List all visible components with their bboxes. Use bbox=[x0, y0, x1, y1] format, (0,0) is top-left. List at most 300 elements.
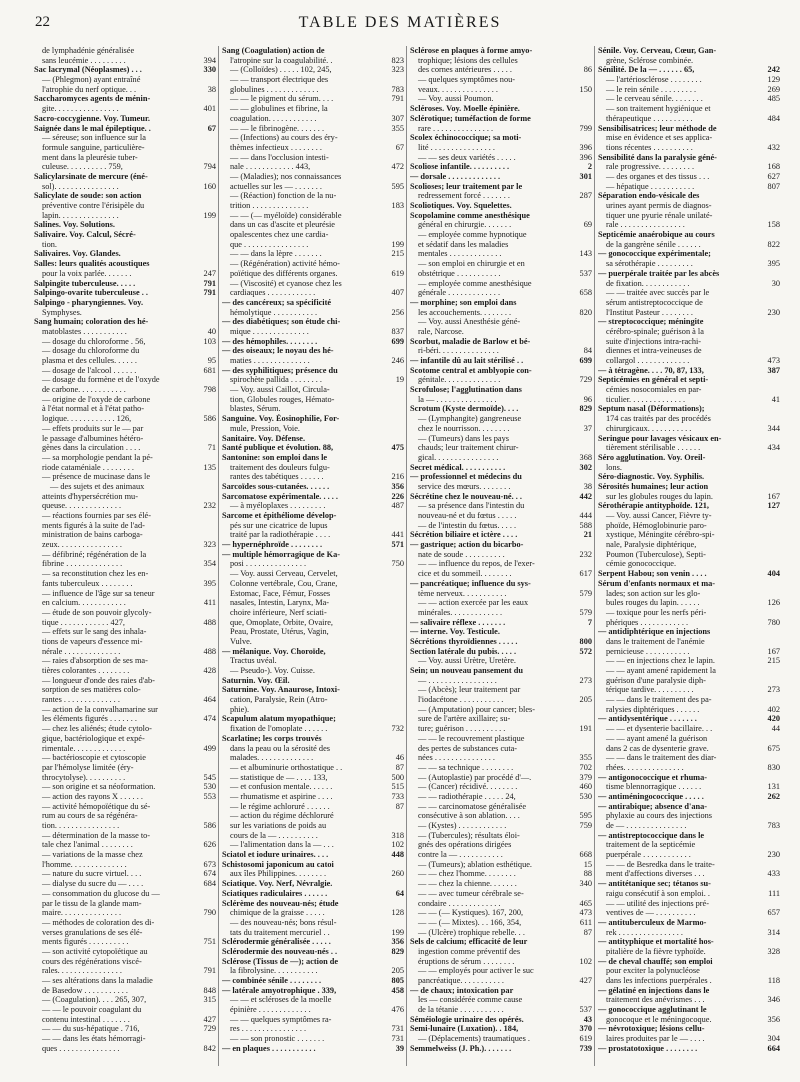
entry-text: — — ayant amené rapidement la bbox=[606, 666, 716, 675]
index-entry bbox=[598, 792, 780, 802]
entry-page-ref: 444 bbox=[579, 511, 592, 520]
entry-text: — raies d'absorption de ses ma- bbox=[42, 656, 148, 666]
entry-text: Sciatiques radiculaires . . . . . . bbox=[222, 888, 328, 898]
page-title: TABLE DES MATIÈRES bbox=[298, 14, 502, 31]
index-entry bbox=[410, 637, 592, 647]
entry-page-ref: 800 bbox=[579, 636, 592, 646]
entry-text: Semi-lunaire (Luxation). . 184, bbox=[410, 1024, 519, 1034]
entry-page-ref: 780 bbox=[767, 617, 780, 627]
entry-text: — des nouveau-nés; bons résul- bbox=[230, 917, 337, 927]
index-entry bbox=[598, 947, 780, 957]
entry-text: Schistosomi japonicum au catoi bbox=[222, 859, 334, 869]
entry-text: sur les globules rouges du lapin. bbox=[606, 491, 713, 501]
entry-page-ref: 129 bbox=[767, 75, 780, 85]
index-entry bbox=[222, 947, 404, 957]
entry-text: — son emploi en chirurgie et en bbox=[418, 259, 525, 269]
entry-text: trophique; lésions des cellules bbox=[418, 55, 518, 65]
entry-text: sure de l'artère axillaire; su- bbox=[418, 714, 511, 724]
entry-text: redressement forcé . . . . . . . bbox=[418, 191, 510, 201]
entry-text: Scrotum (Kyste dermoïde). . . . bbox=[410, 404, 519, 414]
index-entry bbox=[222, 434, 404, 444]
entry-page-ref: 215 bbox=[767, 656, 780, 666]
index-entry bbox=[222, 724, 404, 734]
entry-text: culeuse. . . . . . . . . . 759, bbox=[42, 162, 123, 172]
index-entry bbox=[410, 521, 592, 531]
entry-text: — des cancéreux; sa spécificité bbox=[222, 297, 332, 307]
index-entry bbox=[598, 1044, 780, 1054]
index-entry bbox=[410, 753, 592, 763]
index-entry bbox=[410, 143, 592, 153]
index-entry bbox=[598, 773, 780, 783]
index-entry bbox=[410, 714, 592, 724]
entry-text: Scorbut, maladie de Barlow et bé- bbox=[410, 336, 531, 346]
entry-text: — — radiothérapie . . . . . 24, bbox=[418, 791, 516, 801]
index-entry bbox=[222, 608, 404, 618]
entry-page-ref: 301 bbox=[579, 171, 592, 181]
entry-page-ref: 731 bbox=[391, 1034, 404, 1044]
index-entry bbox=[222, 618, 404, 628]
entry-text: — — ses deux variétés . . . . . bbox=[418, 152, 516, 162]
index-entry bbox=[34, 569, 216, 579]
entry-text: — à myéloplaxes . . . . . . . . . bbox=[230, 501, 326, 511]
entry-text: Sensibilisatrices; leur méthode de bbox=[598, 123, 717, 133]
entry-text: rale, Narcose. bbox=[418, 326, 464, 336]
entry-page-ref: 487 bbox=[391, 501, 404, 511]
index-entry bbox=[410, 337, 592, 347]
index-entry bbox=[598, 453, 780, 463]
entry-text: Sarcoïdes sous-cutanées. . . . . . bbox=[222, 481, 330, 491]
entry-page-ref: 699 bbox=[579, 356, 592, 365]
index-entry bbox=[410, 249, 592, 259]
entry-text: éruptions de sérum . . . . . . . . bbox=[418, 956, 515, 966]
entry-text: — antituberculeux de Marmo- bbox=[598, 917, 707, 927]
entry-text: Séro-diagnostic. Voy. Syphilis. bbox=[598, 472, 705, 482]
index-entry bbox=[410, 1024, 592, 1034]
index-entry bbox=[410, 705, 592, 715]
entry-page-ref: 668 bbox=[579, 850, 592, 860]
index-entry bbox=[598, 734, 780, 744]
entry-page-ref: 798 bbox=[203, 385, 216, 395]
index-entry bbox=[222, 463, 404, 473]
index-entry bbox=[34, 317, 216, 327]
entry-page-ref: 729 bbox=[579, 375, 592, 385]
entry-text: — sa morphologie pendant la pé- bbox=[42, 452, 153, 462]
entry-page-ref: 807 bbox=[767, 181, 780, 191]
entry-text: — pancréatique; influence du sys- bbox=[410, 578, 531, 588]
entry-page-ref: 791 bbox=[203, 966, 216, 976]
index-entry bbox=[410, 550, 592, 560]
entry-text: nate de soude . . . . . . . . . . bbox=[418, 549, 505, 559]
index-entry bbox=[222, 986, 404, 996]
column-divider bbox=[406, 46, 407, 1066]
entry-page-ref: 588 bbox=[579, 520, 592, 530]
index-entry bbox=[410, 685, 592, 695]
entry-text: tion. . . . . . . . . . . . . . . . bbox=[42, 821, 120, 830]
entry-text: — antitétanique sec; tétanos su- bbox=[598, 879, 711, 889]
entry-page-ref: 473 bbox=[579, 908, 592, 918]
entry-text: l'atrophie du nerf optique. . . bbox=[42, 84, 137, 94]
entry-page-ref: 346 bbox=[767, 995, 780, 1005]
entry-text: ticulier. . . . . . . . . . . . . . bbox=[606, 394, 686, 404]
entry-text: Sensibilité dans la paralysie géné- bbox=[598, 152, 717, 162]
index-entry bbox=[410, 240, 592, 250]
entry-text: lades; son action sur les glo- bbox=[606, 588, 701, 598]
entry-text: — son traitement hygiénique et bbox=[606, 104, 711, 114]
entry-text: pés sur une cicatrice de lupus bbox=[230, 520, 328, 530]
entry-text: — — employés pour activer le suc bbox=[418, 966, 534, 976]
entry-text: — — (— Mixtes). . . 166, 354, bbox=[418, 917, 522, 927]
entry-page-ref: 395 bbox=[203, 578, 216, 588]
entry-text: Saturnin. Voy. Œil. bbox=[222, 675, 290, 685]
entry-page-ref: 111 bbox=[768, 888, 780, 898]
entry-text: sur les variations de poids au bbox=[230, 821, 327, 830]
entry-text: — — dans les états hémorragi- bbox=[42, 1034, 146, 1044]
index-entry bbox=[598, 230, 780, 240]
index-entry bbox=[598, 918, 780, 928]
entry-text: — — ayant amené la guérison bbox=[606, 733, 708, 743]
entry-page-ref: 475 bbox=[391, 443, 404, 453]
index-entry bbox=[410, 395, 592, 405]
index-entry bbox=[410, 966, 592, 976]
entry-text: — effets sur le sang des inhala- bbox=[42, 627, 147, 637]
index-entry bbox=[598, 753, 780, 763]
entry-text: phoïde, Hémoglobinurie paro- bbox=[606, 520, 707, 530]
entry-text: maties . . . . . . . . . . . . . . bbox=[230, 356, 310, 365]
entry-text: lité . . . . . . . . . . . . . . . . bbox=[418, 142, 495, 152]
entry-text: Salicylarsinate de mercure (éné- bbox=[34, 171, 148, 181]
entry-text: — sa présence dans l'intestin du bbox=[418, 501, 525, 511]
index-entry bbox=[34, 85, 216, 95]
index-entry bbox=[410, 56, 592, 66]
entry-page-ref: 586 bbox=[203, 821, 216, 830]
index-entry bbox=[598, 501, 780, 511]
entry-page-ref: 829 bbox=[579, 404, 592, 414]
entry-page-ref: 287 bbox=[579, 191, 592, 201]
entry-page-ref: 43 bbox=[583, 1014, 592, 1024]
entry-text: Colonne vertébrale, Cou, Crane, bbox=[230, 578, 338, 588]
index-entry bbox=[34, 172, 216, 182]
index-entry bbox=[598, 46, 780, 56]
entry-text: et sédatif dans les maladies bbox=[418, 239, 509, 249]
index-entry bbox=[34, 928, 216, 938]
entry-text: — — action exercée par les eaux bbox=[418, 598, 529, 608]
index-entry bbox=[34, 773, 216, 783]
entry-text: mique . . . . . . . . . . . . . . bbox=[230, 326, 309, 336]
entry-page-ref: 318 bbox=[391, 830, 404, 840]
index-entry bbox=[598, 94, 780, 104]
entry-page-ref: 370 bbox=[579, 1024, 592, 1034]
entry-page-ref: 39 bbox=[395, 1043, 404, 1053]
index-entry bbox=[410, 414, 592, 424]
index-entry bbox=[222, 928, 404, 938]
index-entry bbox=[222, 249, 404, 259]
index-entry bbox=[598, 1034, 780, 1044]
entry-text: choire inférieure, Nerf sciati- bbox=[230, 607, 327, 617]
entry-page-ref: 476 bbox=[391, 1005, 404, 1015]
entry-page-ref: 829 bbox=[391, 946, 404, 956]
entry-page-ref: 823 bbox=[391, 55, 404, 65]
entry-text: de lymphadénie généralisée bbox=[42, 46, 135, 55]
entry-text: traitement des anévrismes . . . bbox=[606, 995, 705, 1005]
entry-text: — dorsale . . . . . . . . . . . . . bbox=[410, 171, 501, 181]
entry-page-ref: 273 bbox=[767, 685, 780, 695]
index-entry bbox=[222, 559, 404, 569]
entry-text: tions récentes . . . . . . . . . . bbox=[606, 142, 693, 152]
index-entry bbox=[34, 133, 216, 143]
index-entry bbox=[410, 65, 592, 75]
entry-text: cérébro-spinale; guérison à la bbox=[606, 326, 704, 336]
index-entry bbox=[222, 937, 404, 947]
index-entry bbox=[410, 434, 592, 444]
entry-page-ref: 530 bbox=[203, 782, 216, 792]
entry-text: par le tissu de la glande mam- bbox=[42, 898, 142, 908]
entry-text: — de chaux; intoxication par bbox=[410, 985, 514, 995]
entry-page-ref: 401 bbox=[203, 104, 216, 114]
index-entry bbox=[34, 279, 216, 289]
index-entry bbox=[34, 414, 216, 424]
entry-page-ref: 131 bbox=[767, 782, 780, 792]
entry-text: ture; guérison . . . . . . . . . . bbox=[418, 724, 506, 734]
index-entry bbox=[34, 375, 216, 385]
entry-text: atteints d'hypersécrétion mu- bbox=[42, 491, 138, 501]
entry-text: sorption de ses matières colo- bbox=[42, 685, 141, 695]
index-entry bbox=[598, 928, 780, 938]
entry-page-ref: 158 bbox=[767, 220, 780, 230]
entry-text: chimique de la graisse . . . . . bbox=[230, 908, 325, 918]
entry-text: — effets produits sur le — par bbox=[42, 423, 144, 433]
entry-page-ref: 848 bbox=[203, 985, 216, 995]
entry-text: service des mœurs. . . . . . . . bbox=[418, 481, 511, 491]
index-entry bbox=[222, 395, 404, 405]
entry-text: — (Coagulation). . . . 265, 307, bbox=[42, 995, 147, 1005]
entry-text: — séreuse; son influence sur la bbox=[42, 133, 146, 143]
entry-text: obstétrique . . . . . . . . . . . bbox=[418, 268, 501, 278]
entry-page-ref: 330 bbox=[203, 65, 216, 75]
entry-text: ment d'affections diverses . . . bbox=[606, 869, 705, 879]
index-entry bbox=[222, 976, 404, 986]
index-entry bbox=[598, 618, 780, 628]
index-entry bbox=[410, 937, 592, 947]
index-entry bbox=[598, 1024, 780, 1034]
index-entry bbox=[34, 647, 216, 657]
index-entry bbox=[410, 831, 592, 841]
index-entry bbox=[598, 182, 780, 192]
index-entry bbox=[34, 879, 216, 889]
entry-text: raigu consécutif à son emploi. . bbox=[606, 888, 710, 898]
index-entry bbox=[222, 501, 404, 511]
index-entry bbox=[598, 317, 780, 327]
index-entry bbox=[222, 821, 404, 831]
entry-text: — le rein sénile . . . . . . . . . bbox=[606, 84, 697, 94]
entry-page-ref: 619 bbox=[579, 1034, 592, 1044]
index-entry bbox=[222, 85, 404, 95]
index-entry bbox=[34, 811, 216, 821]
index-entry bbox=[34, 308, 216, 318]
entry-page-ref: 135 bbox=[203, 462, 216, 472]
entry-text: — (Tumeurs); ablation esthétique. bbox=[418, 859, 532, 869]
entry-page-ref: 515 bbox=[391, 782, 404, 792]
entry-text: sa sérothérapie . . . . . . . . . bbox=[606, 259, 693, 269]
index-entry bbox=[410, 656, 592, 666]
entry-page-ref: 128 bbox=[391, 908, 404, 918]
index-entry bbox=[410, 153, 592, 163]
entry-page-ref: 19 bbox=[395, 375, 404, 385]
entry-text: Sécrétine chez le nouveau-né. . . bbox=[410, 491, 522, 501]
index-entry bbox=[222, 404, 404, 414]
entry-text: — des oiseaux; le noyau des hé- bbox=[222, 346, 334, 356]
index-entry bbox=[598, 375, 780, 385]
entry-text: Salpingite tuberculeuse. . . . . bbox=[34, 278, 136, 288]
index-entry bbox=[410, 482, 592, 492]
index-entry bbox=[34, 685, 216, 695]
entry-text: — (Amputation) pour cancer; bles- bbox=[418, 704, 536, 714]
entry-page-ref: 759 bbox=[579, 821, 592, 830]
entry-page-ref: 328 bbox=[767, 946, 780, 956]
entry-text: — employée comme anesthésique bbox=[418, 278, 532, 288]
entry-text: fants tuberculeux . . . . . . . . bbox=[42, 578, 133, 588]
index-entry bbox=[222, 230, 404, 240]
index-entry bbox=[598, 240, 780, 250]
index-entry bbox=[410, 162, 592, 172]
entry-text: — employée comme hypnotique bbox=[418, 230, 527, 240]
entry-text: rare . . . . . . . . . . . . . . . bbox=[418, 123, 494, 133]
entry-page-ref: 150 bbox=[579, 84, 592, 94]
index-entry bbox=[222, 869, 404, 879]
entry-page-ref: 102 bbox=[579, 956, 592, 966]
entry-text: — névrotoxique; lésions cellu- bbox=[598, 1024, 705, 1034]
index-entry bbox=[410, 792, 592, 802]
entry-text: trition . . . . . . . . . . . . . . bbox=[230, 201, 309, 210]
index-entry bbox=[222, 889, 404, 899]
index-entry bbox=[410, 598, 592, 608]
index-entry bbox=[34, 579, 216, 589]
entry-page-ref: 302 bbox=[579, 462, 592, 472]
entry-text: Vulve. bbox=[230, 636, 252, 646]
index-entry bbox=[34, 94, 216, 104]
index-entry bbox=[222, 162, 404, 172]
index-entry bbox=[598, 559, 780, 569]
index-entry bbox=[222, 1024, 404, 1034]
entry-text: tion. bbox=[42, 239, 57, 249]
index-entry bbox=[410, 124, 592, 134]
entry-page-ref: 837 bbox=[391, 326, 404, 336]
entry-page-ref: 215 bbox=[391, 249, 404, 259]
index-entry bbox=[222, 259, 404, 269]
index-entry bbox=[410, 114, 592, 124]
index-entry bbox=[222, 172, 404, 182]
entry-text: — bactérioscopie et cytoscopie bbox=[42, 753, 146, 763]
entry-page-ref: 572 bbox=[579, 646, 592, 656]
entry-text: — latérale amyotrophique . 339, bbox=[222, 985, 337, 995]
index-entry bbox=[598, 589, 780, 599]
entry-text: cours des régénérations viscé- bbox=[42, 956, 142, 966]
entry-page-ref: 579 bbox=[579, 607, 592, 617]
entry-page-ref: 88 bbox=[583, 869, 592, 879]
entry-text: — (Phlegmon) ayant entraîné bbox=[42, 75, 141, 85]
entry-text: Salpingo-ovarite tuberculeuse . . bbox=[34, 288, 148, 298]
index-entry bbox=[410, 492, 592, 502]
entry-page-ref: 67 bbox=[207, 123, 216, 133]
entry-text: malades. . . . . . . . . . . . . . bbox=[230, 753, 314, 763]
entry-page-ref: 314 bbox=[767, 927, 780, 937]
entry-page-ref: 702 bbox=[579, 762, 592, 772]
entry-text: — antidiphtérique en injections bbox=[598, 627, 711, 637]
entry-text: suite d'injections intra-rachi- bbox=[606, 336, 702, 346]
index-entry bbox=[222, 114, 404, 124]
entry-text: Scoliotiques. Voy. Squelettes. bbox=[410, 201, 512, 210]
index-entry bbox=[598, 782, 780, 792]
entry-page-ref: 191 bbox=[579, 724, 592, 734]
entry-text: — dosage du chloroforme . 56, bbox=[42, 336, 146, 346]
entry-text: — — avec tumeur cérébrale se- bbox=[418, 888, 524, 898]
entry-text: — Voy. aussi Caillot, Circula- bbox=[230, 385, 330, 395]
entry-page-ref: 473 bbox=[767, 356, 780, 365]
index-entry bbox=[410, 589, 592, 599]
entry-page-ref: 355 bbox=[579, 753, 592, 763]
entry-text: — (Viscosité) et cyanose chez les bbox=[230, 278, 342, 288]
entry-text: — dosage du formène et de l'oxyde bbox=[42, 375, 160, 385]
entry-text: Sanitaire. Voy. Défense. bbox=[222, 433, 306, 443]
index-entry bbox=[34, 153, 216, 163]
index-entry bbox=[410, 821, 592, 831]
index-entry bbox=[410, 404, 592, 414]
entry-page-ref: 102 bbox=[391, 840, 404, 850]
entry-page-ref: 232 bbox=[203, 501, 216, 511]
entry-page-ref: 627 bbox=[767, 171, 780, 181]
entry-page-ref: 750 bbox=[391, 559, 404, 569]
index-entry bbox=[222, 240, 404, 250]
entry-text: thèmes infectieux . . . . . . . . bbox=[230, 142, 322, 152]
index-entry bbox=[34, 986, 216, 996]
entry-page-ref: 545 bbox=[203, 772, 216, 782]
entry-text: — et confusion mentale. . . . . . bbox=[230, 782, 333, 792]
index-entry bbox=[410, 1015, 592, 1025]
entry-text: — (Déplacements) traumatiques . bbox=[418, 1034, 530, 1044]
entry-text: phylaxie au cours des injections bbox=[606, 811, 712, 821]
entry-text: Sang (Coagulation) action de bbox=[222, 46, 325, 55]
entry-text: Sérothérapie antityphoïde. 121, bbox=[598, 501, 709, 511]
entry-page-ref: 474 bbox=[203, 714, 216, 724]
index-entry bbox=[222, 327, 404, 337]
entry-text: génitale. . . . . . . . . . . . . . bbox=[418, 375, 501, 385]
entry-text: Salines. Voy. Solutions. bbox=[34, 220, 115, 230]
entry-page-ref: 232 bbox=[579, 549, 592, 559]
index-entry bbox=[34, 559, 216, 569]
index-entry bbox=[598, 821, 780, 831]
entry-text: — interne. Voy. Testicule. bbox=[410, 627, 500, 637]
entry-page-ref: 315 bbox=[203, 995, 216, 1005]
index-entry bbox=[222, 201, 404, 211]
entry-text: res . . . . . . . . . . . . . . . . bbox=[230, 1024, 307, 1034]
entry-text: rale progressive. . . . . . . . . bbox=[606, 162, 695, 172]
index-entry bbox=[598, 104, 780, 114]
entry-text: Sang humain; coloration des hé- bbox=[34, 317, 149, 327]
entry-text: — action des rayons X . . . . . . bbox=[42, 791, 143, 801]
index-entry bbox=[598, 540, 780, 550]
entry-text: 174 cas traités par des procédés bbox=[606, 414, 711, 424]
index-entry bbox=[410, 908, 592, 918]
entry-text: Poumon (Tuberculose), Septi- bbox=[606, 549, 706, 559]
entry-page-ref: 273 bbox=[579, 675, 592, 685]
index-entry bbox=[410, 443, 592, 453]
entry-page-ref: 530 bbox=[579, 791, 592, 801]
entry-text: tique . . . . . . . . . . . . 427, bbox=[42, 617, 125, 627]
index-entry bbox=[598, 811, 780, 821]
entry-text: l'atropine sur la coagulabilité. . bbox=[230, 55, 333, 65]
index-entry bbox=[222, 569, 404, 579]
index-entry bbox=[34, 404, 216, 414]
entry-text: — streptococcique; méningite bbox=[598, 317, 704, 327]
